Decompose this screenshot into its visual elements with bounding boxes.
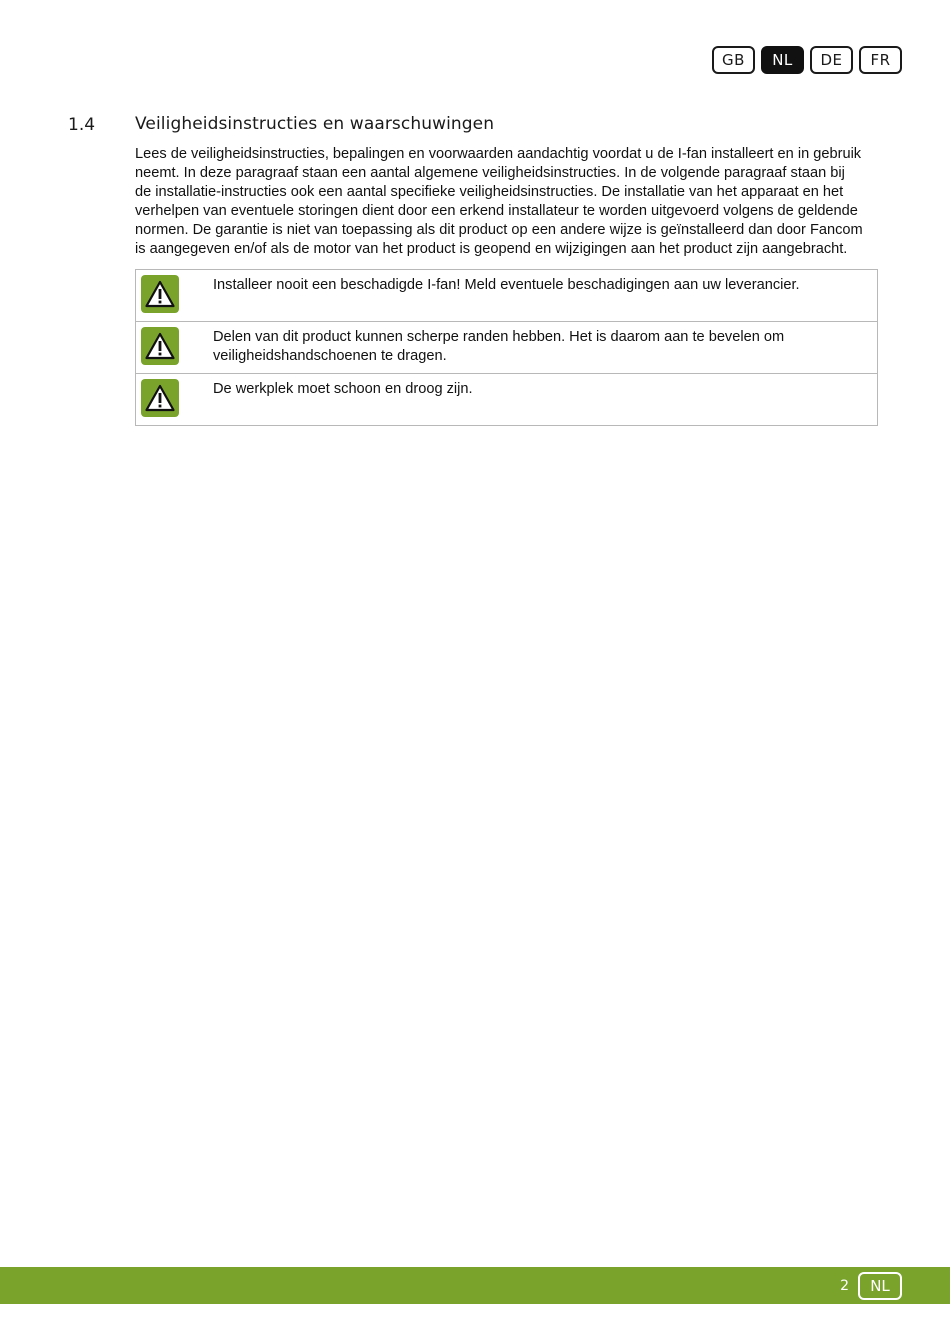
warning-triangle-icon [141,327,179,365]
warning-row [136,373,877,425]
warning-row [136,321,877,373]
page-number: 2 [840,1278,849,1294]
language-tab-de[interactable]: DE [810,46,853,74]
footer-language-badge: NL [858,1272,902,1300]
footer-bar [0,1267,950,1304]
warning-text: Installeer nooit een beschadigde I-fan! Meld eventuele beschadigingen aan uw leverancier. [213,277,800,293]
warnings-table [135,269,878,426]
language-tabs [712,46,908,74]
language-tab-nl[interactable]: NL [761,46,804,74]
language-tab-fr[interactable]: FR [859,46,902,74]
language-tab-gb[interactable]: GB [712,46,755,74]
warning-row [136,270,877,321]
section-number: 1.4 [68,115,96,135]
intro-paragraph: Lees de veiligheidsinstructies, bepalingen en voorwaarden aandachtig voordat u de I-fan installeert en in gebruik neemt. In deze paragraaf staan een aantal algemene veiligheidsinstructies. In de volgende paragraaf staan bij de installatie-instructies ook een aantal specifieke veiligheidsinstructies. De installatie van het apparaat en het verhelpen van eventuele storingen dient door een erkend installateur te worden uitgevoerd volgens de geldende normen. De garantie is niet van toepassing als dit product op een andere wijze is geïnstalleerd dan door Fancom is aangegeven en/of als de motor van het product is geopend en wijzigingen aan het product zijn aangebracht. [135,146,863,257]
warning-triangle-icon [141,379,179,417]
warning-text: Delen van dit product kunnen scherpe randen hebben. Het is daarom aan te bevelen om veiligheidshandschoenen te dragen. [213,329,785,364]
warning-triangle-icon [141,275,179,313]
section-title: Veiligheidsinstructies en waarschuwingen [135,114,495,134]
warning-text: De werkplek moet schoon en droog zijn. [213,381,473,397]
